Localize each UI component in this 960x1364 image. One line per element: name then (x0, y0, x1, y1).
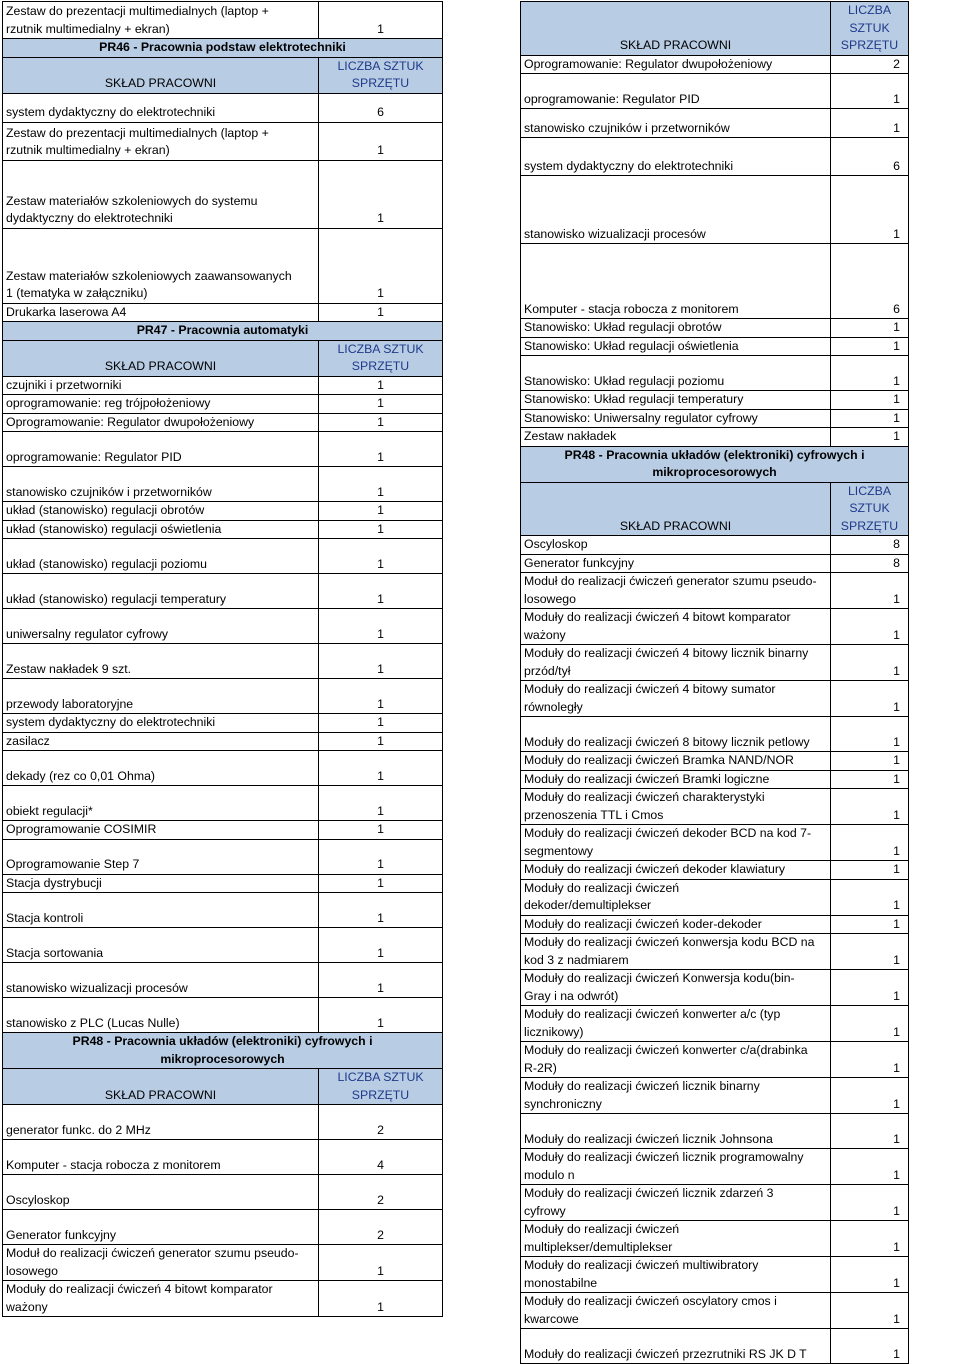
item-quantity: 1 (319, 574, 443, 609)
table-row (3, 714, 443, 733)
table-row (521, 391, 909, 410)
table-row (3, 839, 443, 874)
item-name: zasilacz (3, 732, 319, 751)
table-row (521, 609, 909, 645)
item-name: Komputer - stacja robocza z monitorem (521, 244, 831, 319)
table-row (521, 74, 909, 109)
item-name: Oscyloskop (3, 1175, 319, 1210)
item-name: Moduły do realizacji ćwiczeń multiwibratory monostabilne (521, 1257, 831, 1293)
table-row (521, 1149, 909, 1185)
table-row (3, 679, 443, 714)
item-quantity: 1 (319, 1281, 443, 1317)
item-name: czujniki i przetworniki (3, 376, 319, 395)
column-header-row (521, 482, 909, 536)
item-quantity: 1 (831, 1329, 909, 1364)
table-row (3, 1105, 443, 1140)
header-quantity: LICZBA SZTUK SPRZĘTU (831, 2, 909, 56)
item-name: Moduły do realizacji ćwiczeń licznik zdarzeń 3 cyfrowy (521, 1185, 831, 1221)
item-name: Moduły do realizacji ćwiczeń 4 bitowy licznik binarny przód/tył (521, 645, 831, 681)
item-name: Stanowisko: Uniwersalny regulator cyfrowy (521, 409, 831, 428)
item-quantity: 1 (831, 1042, 909, 1078)
table-row (3, 644, 443, 679)
item-quantity: 1 (831, 645, 909, 681)
item-name: Moduły do realizacji ćwiczeń Bramki logiczne (521, 770, 831, 789)
table-row (3, 998, 443, 1033)
item-name: Moduł do realizacji ćwiczeń generator szumu pseudo- losowego (521, 573, 831, 609)
item-quantity: 1 (319, 821, 443, 840)
item-quantity: 1 (831, 1221, 909, 1257)
item-name: układ (stanowisko) regulacji obrotów (3, 502, 319, 521)
table-row (521, 244, 909, 319)
table-row (521, 356, 909, 391)
table-row (3, 1245, 443, 1281)
table-row (521, 1185, 909, 1221)
item-name: Moduły do realizacji ćwiczeń 8 bitowy licznik petlowy (521, 717, 831, 752)
table-row (3, 963, 443, 998)
table-row (3, 502, 443, 521)
item-quantity: 1 (831, 879, 909, 915)
item-name: Komputer - stacja robocza z monitorem (3, 1140, 319, 1175)
column-header-row (3, 1069, 443, 1105)
table-row (521, 337, 909, 356)
item-quantity: 1 (831, 861, 909, 880)
item-name: stanowisko wizualizacji procesów (3, 963, 319, 998)
item-quantity: 1 (831, 1257, 909, 1293)
column-header-row (3, 340, 443, 376)
table-row (3, 376, 443, 395)
table-row (521, 915, 909, 934)
item-name: Moduły do realizacji ćwiczeń przezrutniki RS JK D T (521, 1329, 831, 1364)
item-name: Moduły do realizacji ćwiczeń charakterystyki przenoszenia TTL i Cmos (521, 789, 831, 825)
item-quantity: 1 (831, 752, 909, 771)
item-name: układ (stanowisko) regulacji oświetlenia (3, 520, 319, 539)
header-quantity: LICZBA SZTUK SPRZĘTU (319, 340, 443, 376)
item-name: Moduły do realizacji ćwiczeń 4 bitowt komparator ważony (521, 609, 831, 645)
section-title-row (521, 446, 909, 482)
table-row (521, 645, 909, 681)
left-equipment-table (2, 1, 443, 1317)
item-name: Zestaw materiałów szkoleniowych do systemu dydaktyczny do elektrotechniki (3, 160, 319, 228)
item-name: Moduły do realizacji ćwiczeń 4 bitowt komparator ważony (3, 1281, 319, 1317)
table-row (521, 717, 909, 752)
item-quantity: 1 (319, 160, 443, 228)
item-quantity: 1 (831, 176, 909, 244)
item-name: Moduły do realizacji ćwiczeń dekoder BCD na kod 7- segmentowy (521, 825, 831, 861)
item-quantity: 1 (831, 356, 909, 391)
table-row (521, 1042, 909, 1078)
item-name: oprogramowanie: reg trójpołożeniowy (3, 395, 319, 414)
table-row (521, 428, 909, 447)
table-row (3, 751, 443, 786)
item-name: Generator funkcyjny (521, 554, 831, 573)
item-quantity: 1 (831, 1114, 909, 1149)
item-name: Drukarka laserowa A4 (3, 303, 319, 322)
item-name: oprogramowanie: Regulator PID (3, 432, 319, 467)
section-title-row (3, 1033, 443, 1069)
table-row (521, 573, 909, 609)
table-row (3, 874, 443, 893)
item-quantity: 1 (319, 786, 443, 821)
item-name: Stanowisko: Układ regulacji poziomu (521, 356, 831, 391)
item-name: Oprogramowanie COSIMIR (3, 821, 319, 840)
table-row (521, 770, 909, 789)
item-quantity: 1 (831, 1149, 909, 1185)
item-name: Oscyloskop (521, 536, 831, 555)
table-row (3, 574, 443, 609)
right-table-body (521, 2, 909, 1364)
item-quantity: 1 (831, 109, 909, 138)
item-name: Moduły do realizacji ćwiczeń oscylatory cmos i kwarcowe (521, 1293, 831, 1329)
item-name: przewody laboratoryjne (3, 679, 319, 714)
table-row (3, 539, 443, 574)
item-name: stanowisko czujników i przetworników (521, 109, 831, 138)
item-quantity: 1 (319, 1245, 443, 1281)
table-row (521, 1078, 909, 1114)
item-quantity: 1 (831, 770, 909, 789)
table-row (3, 732, 443, 751)
item-name: Moduły do realizacji ćwiczeń koder-dekoder (521, 915, 831, 934)
table-row (521, 1221, 909, 1257)
item-name: Moduły do realizacji ćwiczeń 4 bitowy sumator równoległy (521, 681, 831, 717)
table-row (521, 1293, 909, 1329)
item-quantity: 8 (831, 536, 909, 555)
item-name: Stacja dystrybucji (3, 874, 319, 893)
section-title: PR48 - Pracownia układów (elektroniki) cyfrowych i mikroprocesorowych (3, 1033, 443, 1069)
item-name: Moduły do realizacji ćwiczeń Bramka NAND/NOR (521, 752, 831, 771)
item-quantity: 1 (319, 303, 443, 322)
item-name: Stacja kontroli (3, 893, 319, 928)
item-name: Stanowisko: Układ regulacji obrotów (521, 319, 831, 338)
section-title: PR46 - Pracownia podstaw elektrotechniki (3, 39, 443, 58)
table-row (521, 1329, 909, 1364)
table-row (3, 122, 443, 160)
table-row (521, 752, 909, 771)
item-quantity: 1 (831, 934, 909, 970)
table-row (521, 970, 909, 1006)
item-quantity: 1 (831, 1006, 909, 1042)
item-name: Oprogramowanie: Regulator dwupołożeniowy (521, 55, 831, 74)
table-row (521, 1114, 909, 1149)
table-row (3, 821, 443, 840)
table-row (521, 1006, 909, 1042)
item-name: Zestaw materiałów szkoleniowych zaawansowanych 1 (tematyka w załączniku) (3, 228, 319, 303)
item-name: Moduły do realizacji ćwiczeń Konwersja kodu(bin- Gray i na odwrót) (521, 970, 831, 1006)
table-row (3, 2, 443, 39)
item-quantity: 1 (831, 1293, 909, 1329)
item-quantity: 1 (319, 732, 443, 751)
item-name: Moduły do realizacji ćwiczeń konwerter a/c (typ licznikowy) (521, 1006, 831, 1042)
header-composition: SKŁAD PRACOWNI (3, 340, 319, 376)
item-quantity: 1 (831, 717, 909, 752)
table-row (521, 681, 909, 717)
item-name: Moduły do realizacji ćwiczeń licznik binarny synchroniczny (521, 1078, 831, 1114)
table-row (521, 1257, 909, 1293)
column-header-row (3, 57, 443, 93)
item-quantity: 1 (831, 915, 909, 934)
item-quantity: 1 (319, 228, 443, 303)
item-name: obiekt regulacji* (3, 786, 319, 821)
item-quantity: 1 (319, 502, 443, 521)
item-name: generator funkc. do 2 MHz (3, 1105, 319, 1140)
item-quantity: 1 (831, 789, 909, 825)
item-quantity: 1 (831, 391, 909, 410)
item-name: Stanowisko: Układ regulacji oświetlenia (521, 337, 831, 356)
item-name: system dydaktyczny do elektrotechniki (521, 138, 831, 176)
section-title: PR47 - Pracownia automatyki (3, 322, 443, 341)
table-row (521, 138, 909, 176)
item-name: Zestaw nakładek 9 szt. (3, 644, 319, 679)
item-name: stanowisko z PLC (Lucas Nulle) (3, 998, 319, 1033)
item-quantity: 1 (319, 376, 443, 395)
item-quantity: 1 (831, 319, 909, 338)
item-name: Generator funkcyjny (3, 1210, 319, 1245)
item-name: Zestaw do prezentacji multimedialnych (laptop + rzutnik multimedialny + ekran) (3, 2, 319, 39)
header-composition: SKŁAD PRACOWNI (521, 2, 831, 56)
item-quantity: 1 (831, 681, 909, 717)
item-quantity: 1 (319, 395, 443, 414)
table-row (521, 934, 909, 970)
item-quantity: 1 (319, 714, 443, 733)
table-row (3, 520, 443, 539)
column-header-row (521, 2, 909, 56)
item-quantity: 1 (831, 409, 909, 428)
table-row (521, 319, 909, 338)
item-name: stanowisko czujników i przetworników (3, 467, 319, 502)
item-quantity: 1 (831, 573, 909, 609)
table-row (3, 786, 443, 821)
item-name: Moduły do realizacji ćwiczeń konwerter c/a(drabinka R-2R) (521, 1042, 831, 1078)
item-quantity: 1 (319, 874, 443, 893)
item-quantity: 1 (831, 825, 909, 861)
item-quantity: 2 (319, 1175, 443, 1210)
item-quantity: 1 (319, 432, 443, 467)
item-name: Moduły do realizacji ćwiczeń multiplekser/demultiplekser (521, 1221, 831, 1257)
item-quantity: 1 (319, 751, 443, 786)
item-name: Oprogramowanie Step 7 (3, 839, 319, 874)
table-row (521, 789, 909, 825)
header-quantity: LICZBA SZTUK SPRZĘTU (831, 482, 909, 536)
table-row (3, 413, 443, 432)
item-name: układ (stanowisko) regulacji temperatury (3, 574, 319, 609)
item-quantity: 6 (319, 93, 443, 122)
table-row (521, 409, 909, 428)
item-quantity: 1 (319, 609, 443, 644)
header-composition: SKŁAD PRACOWNI (3, 1069, 319, 1105)
header-quantity: LICZBA SZTUK SPRZĘTU (319, 1069, 443, 1105)
item-quantity: 1 (319, 467, 443, 502)
table-row (3, 1175, 443, 1210)
item-quantity: 1 (319, 839, 443, 874)
item-name: uniwersalny regulator cyfrowy (3, 609, 319, 644)
item-quantity: 1 (319, 122, 443, 160)
item-quantity: 1 (319, 2, 443, 39)
table-row (3, 93, 443, 122)
table-row (3, 228, 443, 303)
item-name: Moduły do realizacji ćwiczeń dekoder/demultiplekser (521, 879, 831, 915)
item-name: Oprogramowanie: Regulator dwupołożeniowy (3, 413, 319, 432)
table-row (521, 825, 909, 861)
right-equipment-table (520, 1, 909, 1364)
item-quantity: 1 (319, 963, 443, 998)
table-row (3, 1210, 443, 1245)
table-row (3, 609, 443, 644)
item-quantity: 1 (319, 520, 443, 539)
header-composition: SKŁAD PRACOWNI (3, 57, 319, 93)
item-name: dekady (rez co 0,01 Ohma) (3, 751, 319, 786)
item-quantity: 1 (319, 413, 443, 432)
section-title: PR48 - Pracownia układów (elektroniki) cyfrowych i mikroprocesorowych (521, 446, 909, 482)
table-row (3, 1140, 443, 1175)
item-quantity: 1 (831, 337, 909, 356)
section-title-row (3, 322, 443, 341)
table-row (3, 432, 443, 467)
item-quantity: 1 (831, 428, 909, 447)
item-quantity: 1 (319, 539, 443, 574)
item-quantity: 1 (319, 679, 443, 714)
header-quantity: LICZBA SZTUK SPRZĘTU (319, 57, 443, 93)
item-name: Stanowisko: Układ regulacji temperatury (521, 391, 831, 410)
item-quantity: 6 (831, 244, 909, 319)
header-composition: SKŁAD PRACOWNI (521, 482, 831, 536)
item-name: oprogramowanie: Regulator PID (521, 74, 831, 109)
item-name: Zestaw do prezentacji multimedialnych (laptop + rzutnik multimedialny + ekran) (3, 122, 319, 160)
table-row (521, 176, 909, 244)
item-quantity: 2 (319, 1105, 443, 1140)
table-row (3, 893, 443, 928)
item-name: Stacja sortowania (3, 928, 319, 963)
table-row (3, 303, 443, 322)
item-quantity: 8 (831, 554, 909, 573)
table-row (521, 55, 909, 74)
table-row (3, 1281, 443, 1317)
table-row (521, 861, 909, 880)
item-name: Zestaw nakładek (521, 428, 831, 447)
table-row (521, 109, 909, 138)
section-title-row (3, 39, 443, 58)
item-quantity: 1 (831, 1078, 909, 1114)
table-row (521, 879, 909, 915)
left-table-body (3, 2, 443, 1317)
table-row (3, 467, 443, 502)
item-quantity: 1 (831, 74, 909, 109)
item-quantity: 1 (319, 928, 443, 963)
item-quantity: 1 (319, 998, 443, 1033)
table-row (3, 160, 443, 228)
item-name: Moduły do realizacji ćwiczeń licznik Johnsona (521, 1114, 831, 1149)
item-quantity: 2 (319, 1210, 443, 1245)
item-quantity: 2 (831, 55, 909, 74)
item-name: Moduły do realizacji ćwiczeń konwersja kodu BCD na kod 3 z nadmiarem (521, 934, 831, 970)
item-quantity: 1 (831, 970, 909, 1006)
table-row (521, 536, 909, 555)
item-quantity: 1 (319, 644, 443, 679)
item-name: układ (stanowisko) regulacji poziomu (3, 539, 319, 574)
item-quantity: 4 (319, 1140, 443, 1175)
table-row (3, 395, 443, 414)
item-name: system dydaktyczny do elektrotechniki (3, 714, 319, 733)
item-name: Moduły do realizacji ćwiczeń licznik programowalny modulo n (521, 1149, 831, 1185)
table-row (3, 928, 443, 963)
item-quantity: 6 (831, 138, 909, 176)
item-name: system dydaktyczny do elektrotechniki (3, 93, 319, 122)
item-name: stanowisko wizualizacji procesów (521, 176, 831, 244)
item-quantity: 1 (831, 609, 909, 645)
item-quantity: 1 (319, 893, 443, 928)
item-name: Moduły do realizacji ćwiczeń dekoder klawiatury (521, 861, 831, 880)
item-name: Moduł do realizacji ćwiczeń generator szumu pseudo- losowego (3, 1245, 319, 1281)
item-quantity: 1 (831, 1185, 909, 1221)
table-row (521, 554, 909, 573)
